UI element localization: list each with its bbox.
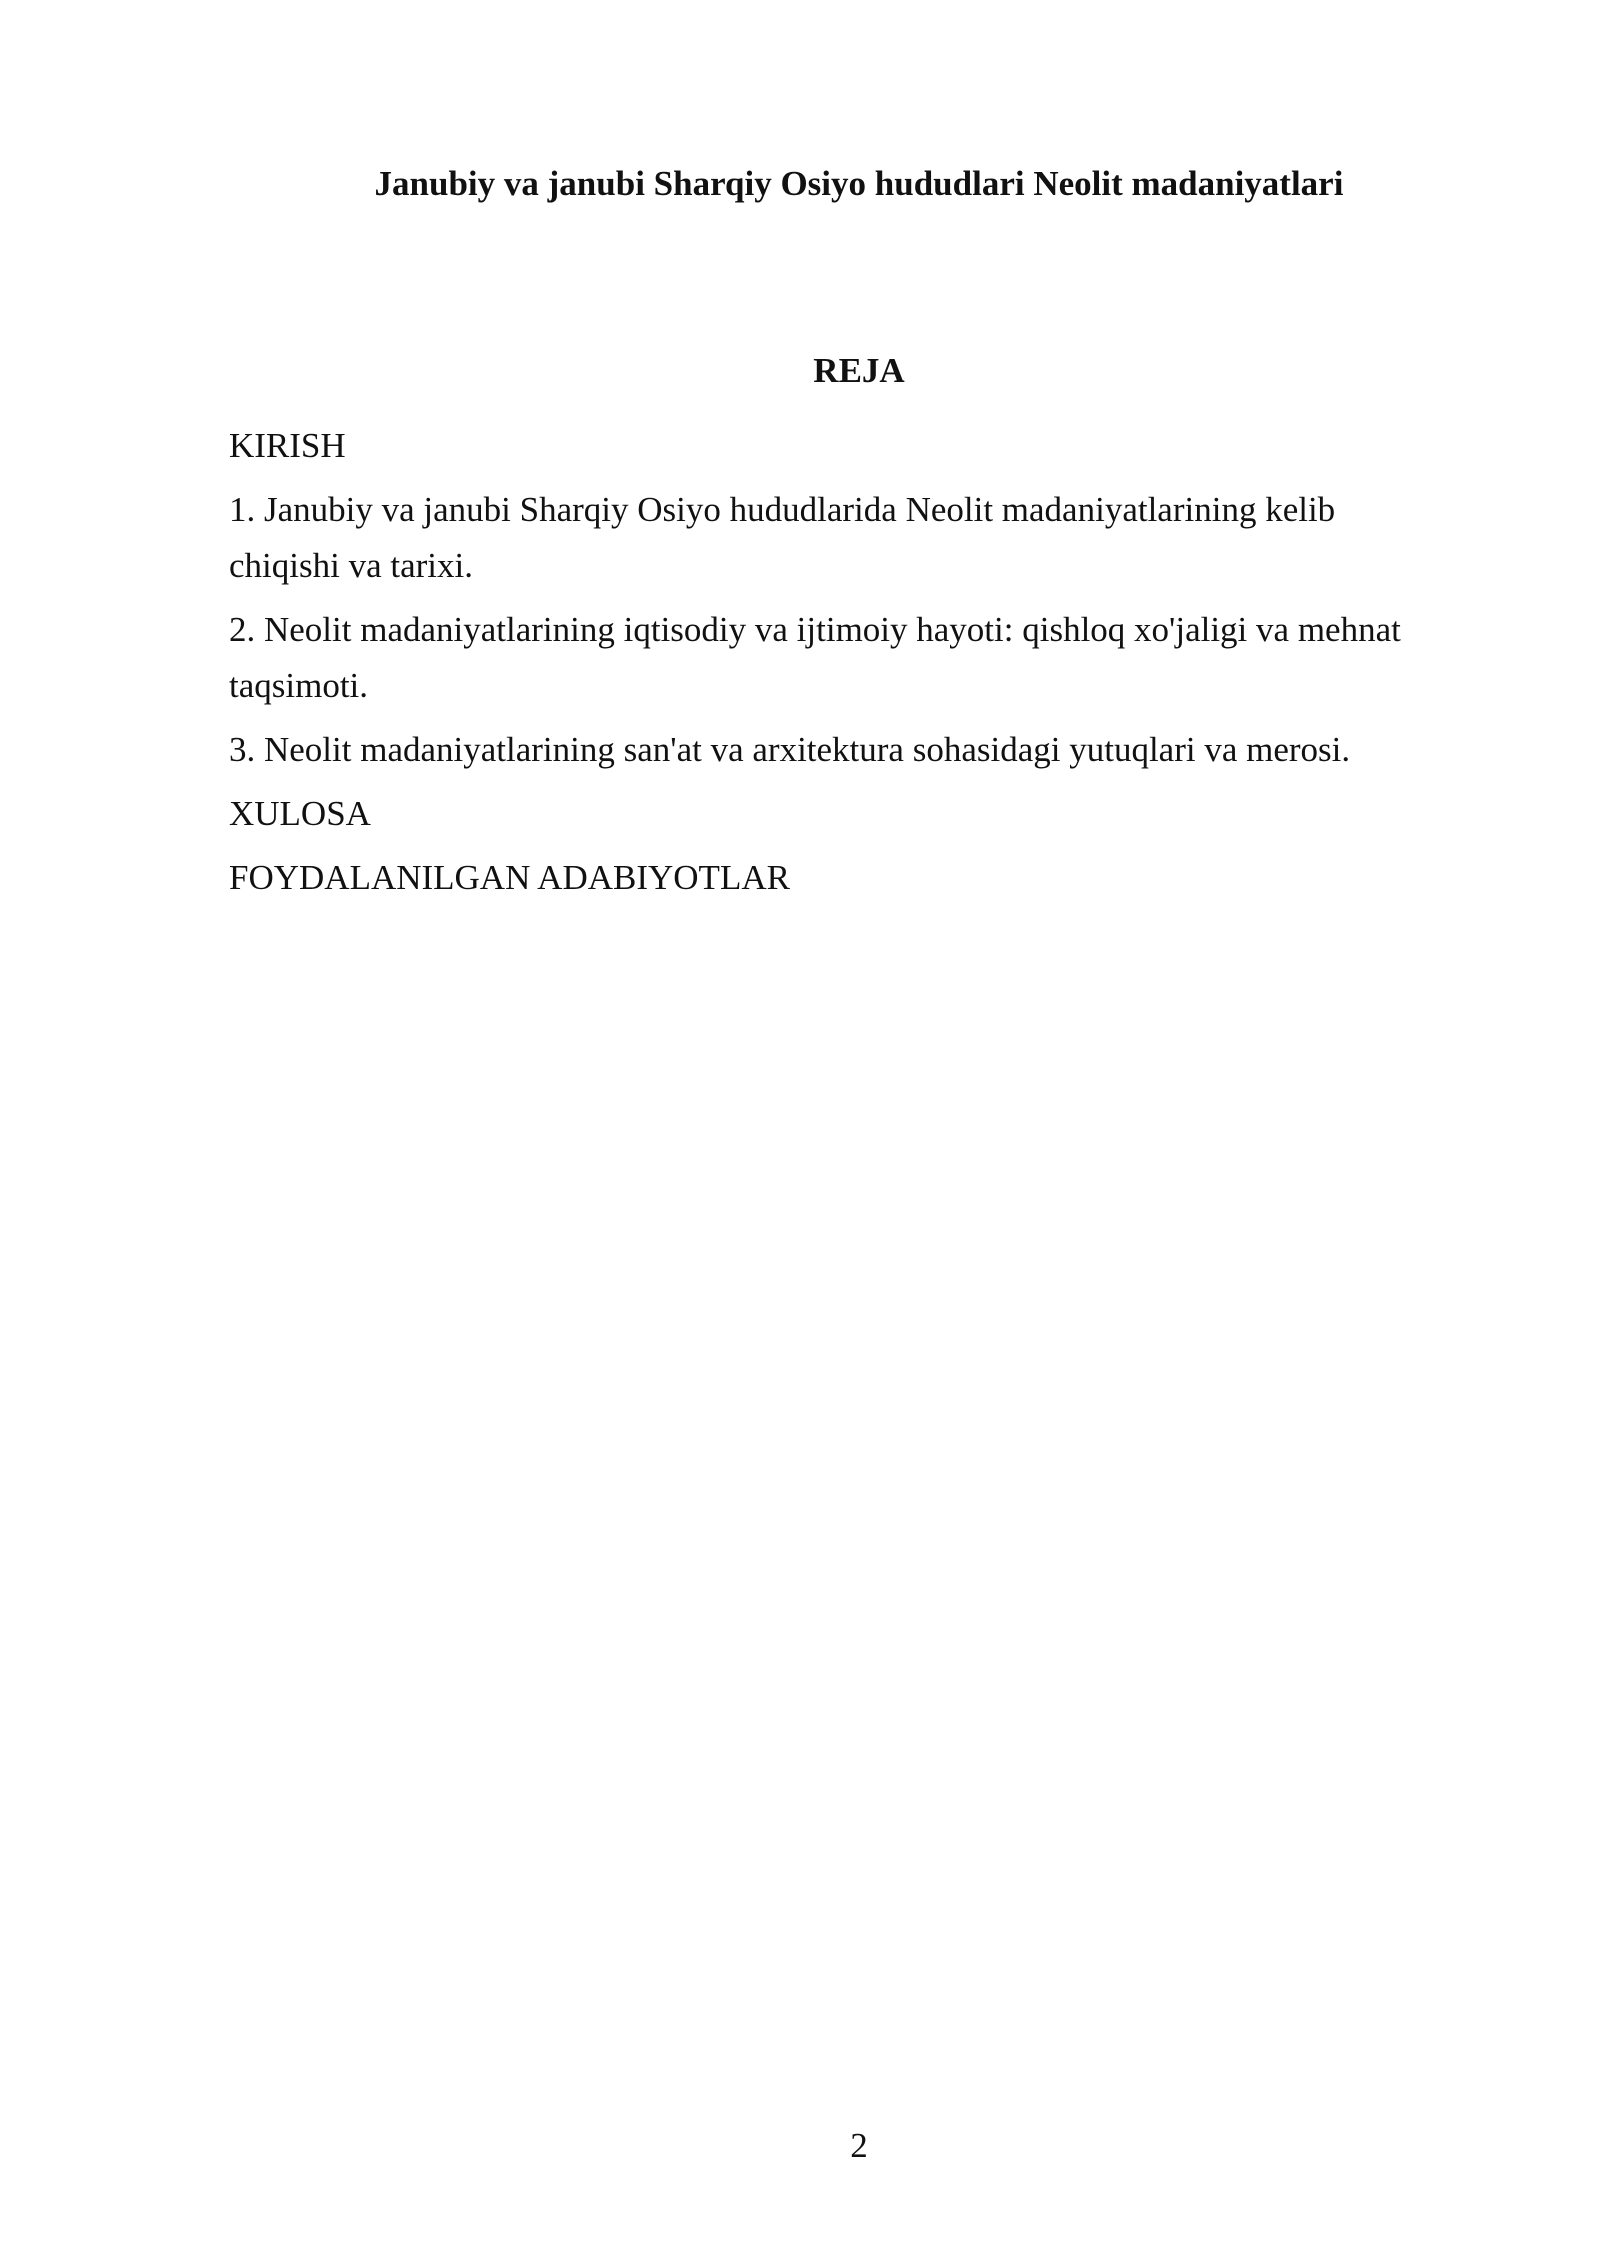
plan-item-references: FOYDALANILGAN ADABIYOTLAR	[229, 858, 790, 897]
plan-item-1: 1. Janubiy va janubi Sharqiy Osiyo hududlarida Neolit madaniyatlarining kelib chiqishi va tarixi.	[229, 490, 1336, 585]
plan-item-conclusion: XULOSA	[229, 794, 371, 833]
document-title: Janubiy va janubi Sharqiy Osiyo hududlari Neolit madaniyatlari	[374, 164, 1344, 203]
plan-heading: REJA	[813, 351, 905, 390]
plan-item-introduction: KIRISH	[229, 426, 346, 465]
plan-item-3: 3. Neolit madaniyatlarining san'at va arxitektura sohasidagi yutuqlari va merosi.	[229, 730, 1351, 769]
page-number: 2	[850, 2126, 868, 2165]
plan-list	[229, 418, 1449, 914]
plan-item-2: 2. Neolit madaniyatlarining iqtisodiy va ijtimoiy hayoti: qishloq xo'jaligi va mehnat taqsimoti.	[229, 610, 1401, 705]
